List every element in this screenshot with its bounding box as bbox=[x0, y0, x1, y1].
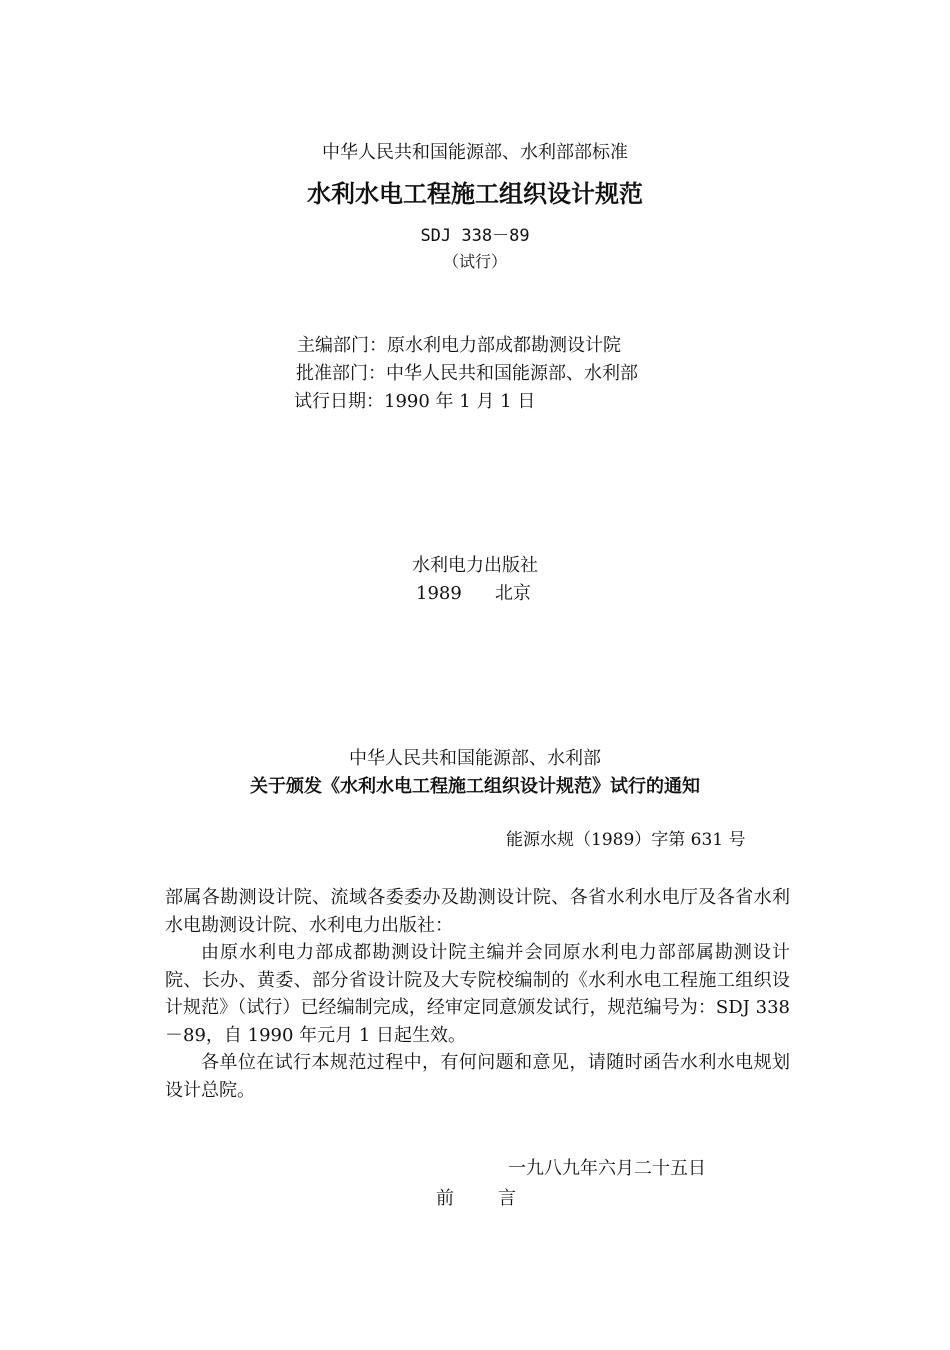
notice-issuer: 中华人民共和国能源部、水利部 bbox=[349, 748, 601, 769]
approving-dept: 批准部门：中华人民共和国能源部、水利部 bbox=[296, 363, 638, 384]
notice-addressee: 部属各勘测设计院、流域各委委办及勘测设计院、各省水利水电厅及各省水利水电勘测设计院、水利电力出版社： bbox=[165, 887, 790, 936]
preface-heading bbox=[436, 1190, 516, 1208]
notice-paragraph-1: 由原水利电力部成都勘测设计院主编并会同原水利电力部部属勘测设计院、长办、黄委、部分省设计院及大专院校编制的《水利水电工程施工组织设计规范》（试行）已经编制完成，经审定同意颁发试行，规范编号为：SDJ 338－89，自 1990 年元月 1 日起生效。 bbox=[165, 942, 790, 1046]
publish-year: 1989 bbox=[416, 583, 462, 604]
preface-char-1: 前 bbox=[436, 1188, 454, 1209]
publish-city: 北京 bbox=[495, 583, 531, 604]
trial-date: 试行日期：1990 年 1 月 1 日 bbox=[294, 391, 536, 412]
preface-char-2: 言 bbox=[498, 1188, 516, 1209]
publisher-name: 水利电力出版社 bbox=[412, 555, 538, 576]
standard-issuer-line: 中华人民共和国能源部、水利部部标准 bbox=[322, 142, 628, 163]
notice-title: 关于颁发《水利水电工程施工组织设计规范》试行的通知 bbox=[250, 776, 700, 797]
standard-code: SDJ 338－89 bbox=[420, 226, 530, 246]
notice-date: 一九八九年六月二十五日 bbox=[508, 1158, 706, 1179]
trial-label: （试行） bbox=[442, 252, 507, 271]
chief-editor-dept: 主编部门：原水利电力部成都勘测设计院 bbox=[297, 335, 621, 356]
standard-title: 水利水电工程施工组织设计规范 bbox=[307, 180, 643, 208]
notice-document-number: 能源水规（1989）字第 631 号 bbox=[506, 830, 746, 850]
notice-paragraph-2: 各单位在试行本规范过程中，有何问题和意见，请随时函告水利水电规划设计总院。 bbox=[165, 1052, 790, 1101]
